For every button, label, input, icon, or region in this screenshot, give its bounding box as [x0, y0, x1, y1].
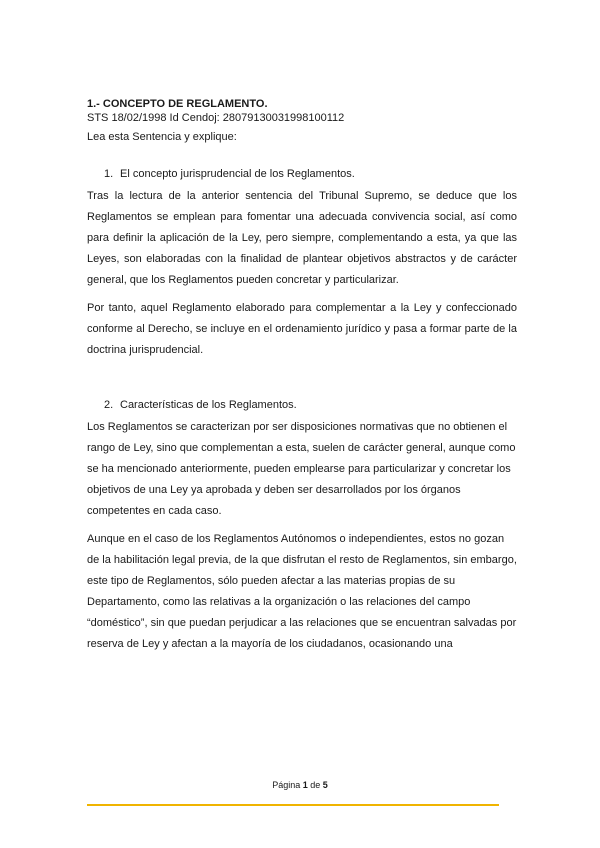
sentence-reference: STS 18/02/1998 Id Cendoj: 28079130031998100112: [87, 112, 345, 124]
section-2-heading-text: Características de los Reglamentos.: [120, 399, 297, 411]
intro-instruction: Lea esta Sentencia y explique:: [87, 131, 237, 143]
section-1-heading-text: El concepto jurisprudencial de los Reglamentos.: [120, 168, 355, 180]
section-1-paragraph-1: Tras la lectura de la anterior sentencia del Tribunal Supremo, se deduce que los Reglamentos se emplean para fomentar una adecuada convivencia social, así como para definir la aplicación de la Ley, pero siempre, complementando a esta, ya que las Leyes, son elaboradas con la finalidad de plantear objetivos abstractos y de carácter general, que los Reglamentos pueden concretar y particularizar.: [87, 190, 517, 286]
page-of: de: [310, 780, 321, 790]
section-2-number: 2.: [104, 399, 114, 411]
section-1-number: 1.: [104, 168, 114, 180]
section-spacer: [87, 368, 517, 398]
section-2-paragraph-2: Aunque en el caso de los Reglamentos Autónomos o independientes, estos no gozan de la habilitación legal previa, de la que disfrutan el resto de Reglamentos, sin embargo, este tipo de Reglamentos, sólo pueden afectar a las materias propias de su Departamento, como las relativas a la organización o las relaciones del campo “doméstico”, sin que puedan perjudicar a las relaciones que se encuentran salvadas por reserva de Ley y afectan a la mayoría de los ciudadanos, ocasionando una: [87, 533, 517, 650]
page-label: Página: [272, 780, 301, 790]
page-current: 1: [302, 780, 308, 790]
section-2-heading: [87, 398, 517, 413]
page-total: 5: [322, 780, 328, 790]
document-body: [87, 97, 517, 662]
section-2-paragraph-1: Los Reglamentos se caracterizan por ser disposiciones normativas que no obtienen el rango de Ley, sino que complementan a esta, suelen de carácter general, aunque como se ha mencionado anteriormente, pueden emplearse para particularizar y concretar los objetivos de una Ley ya aprobada y deben ser desarrollados por los órganos competentes en cada caso.: [87, 421, 516, 517]
footer-rule: [87, 804, 499, 806]
document-title: 1.- CONCEPTO DE REGLAMENTO.: [87, 98, 268, 110]
section-1-heading: [87, 167, 517, 182]
page-footer: [0, 779, 600, 791]
section-1-paragraph-2: Por tanto, aquel Reglamento elaborado para complementar a la Ley y confeccionado conforme al Derecho, se incluye en el ordenamiento jurídico y pasa a formar parte de la doctrina jurisprudencial.: [87, 302, 517, 356]
